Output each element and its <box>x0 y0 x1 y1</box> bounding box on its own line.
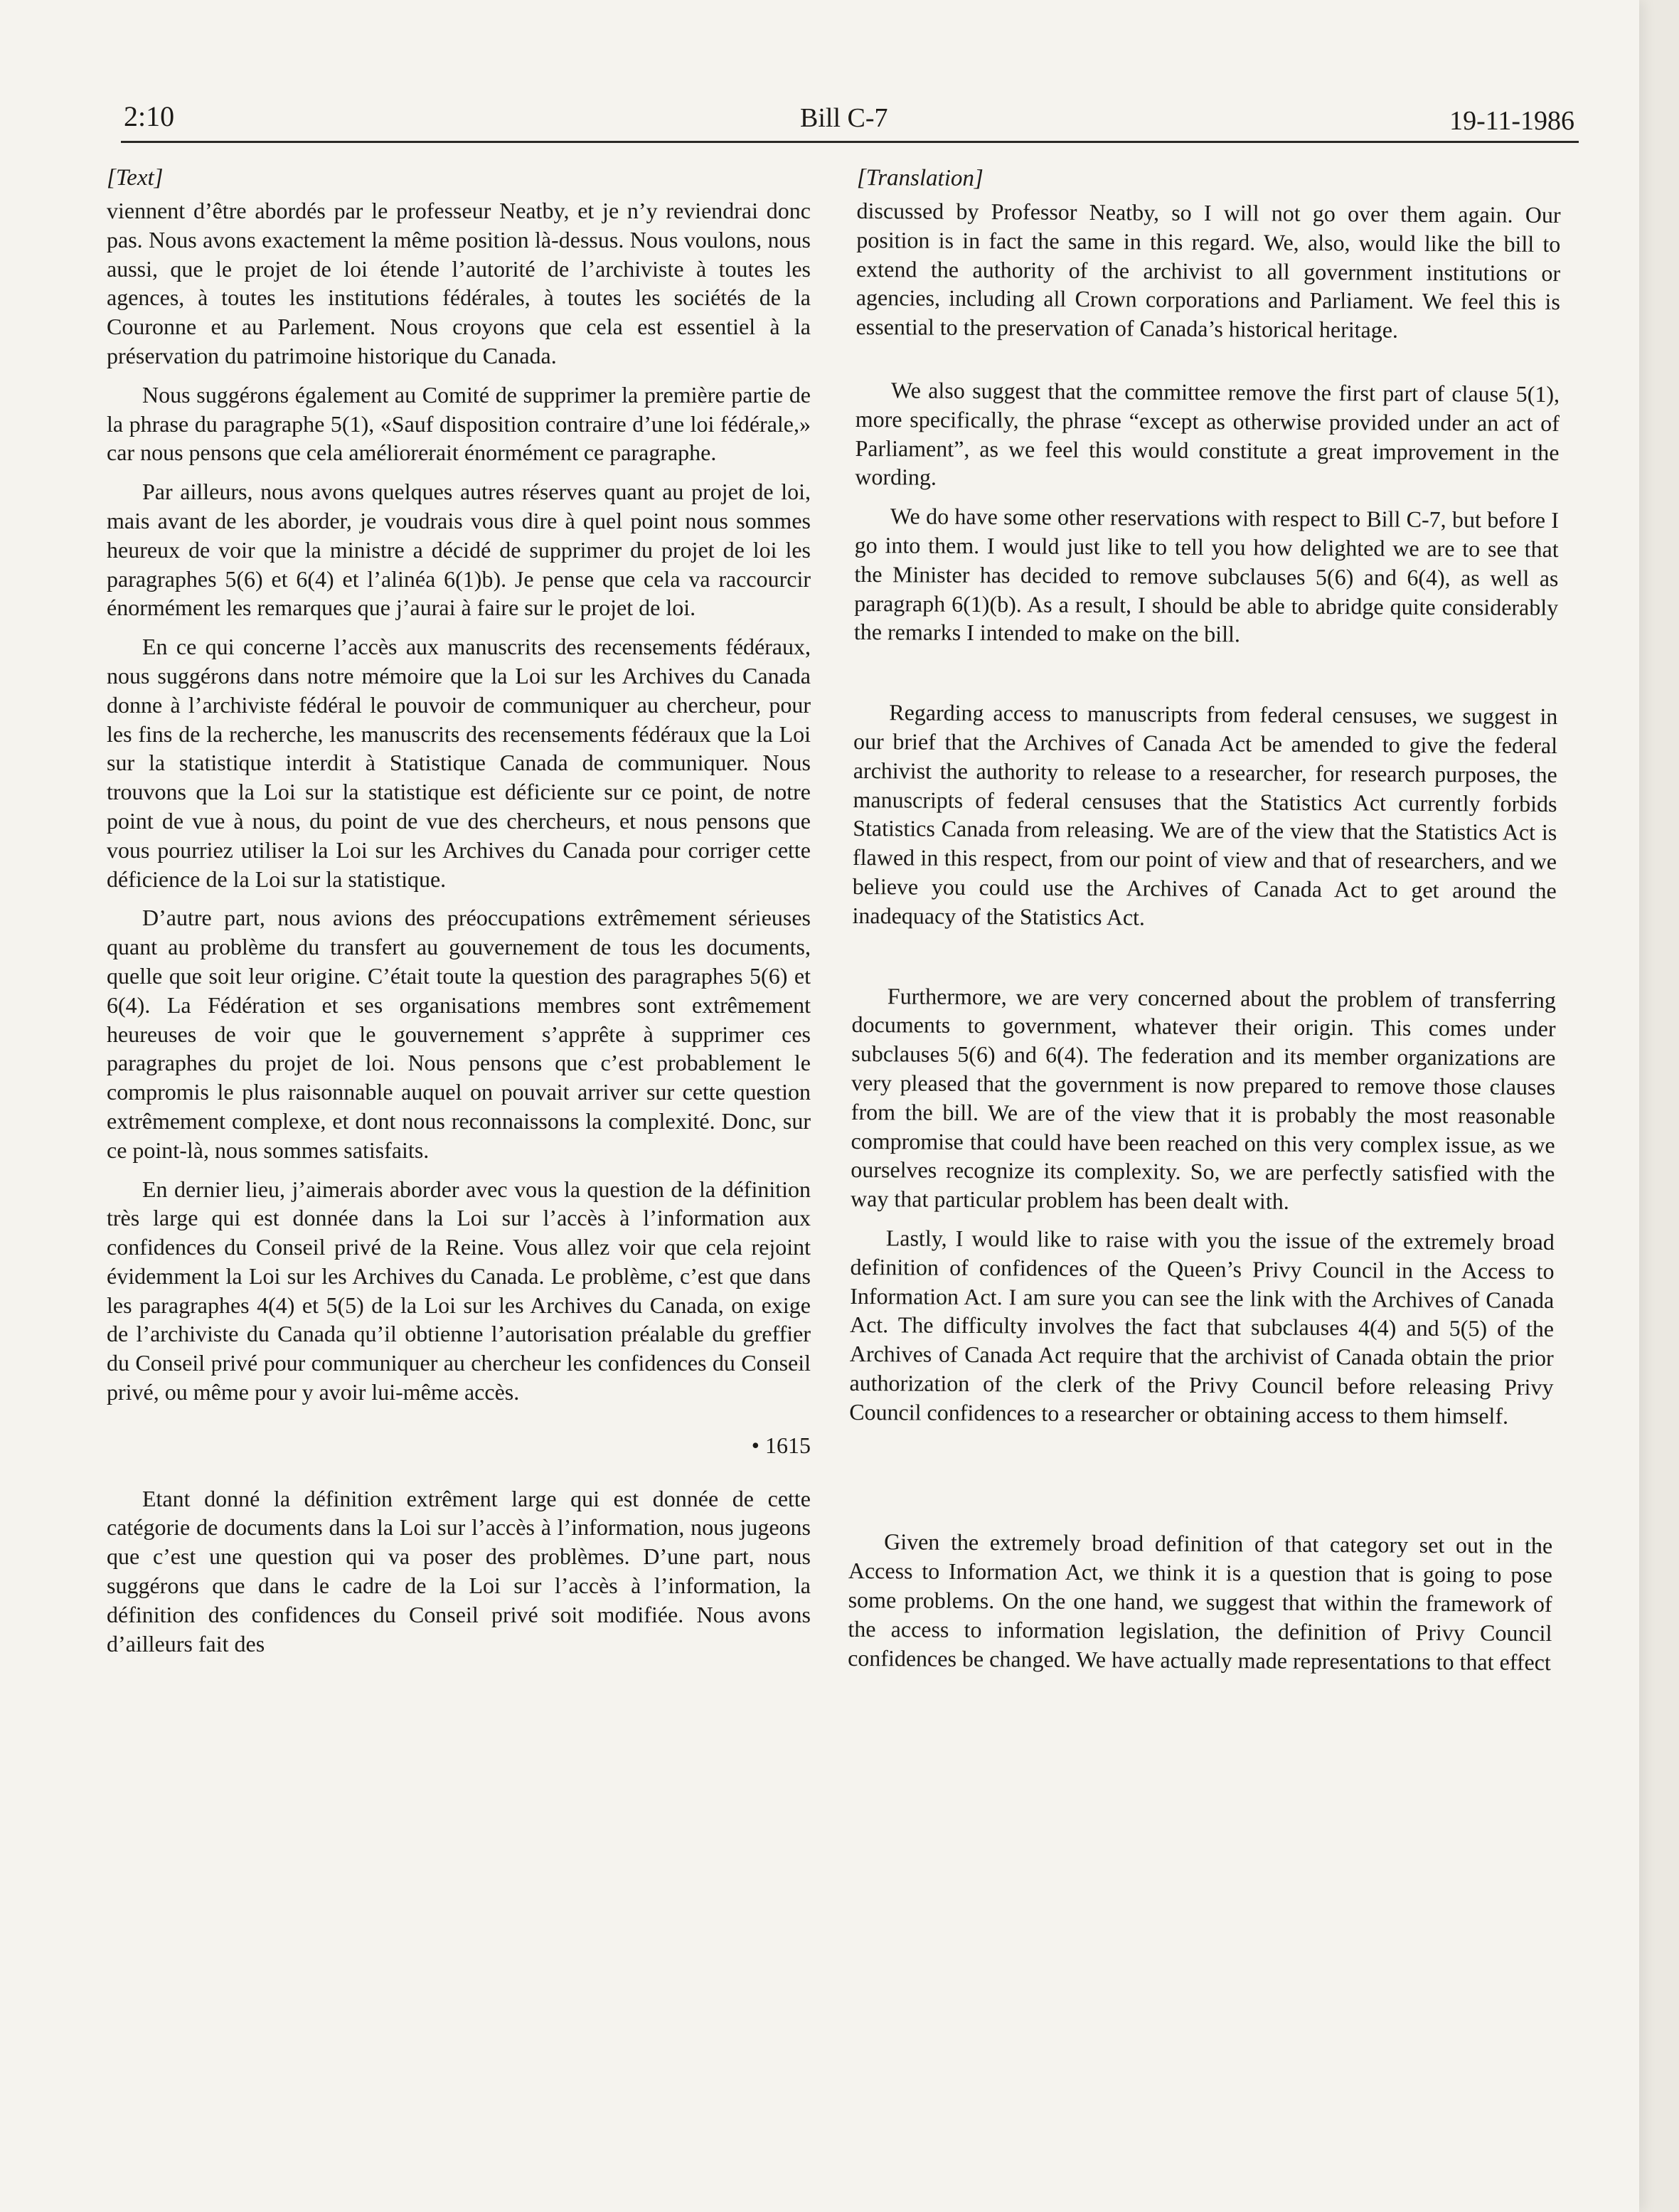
paragraph: We also suggest that the committee remove the first part of clause 5(1), more specifically, the phrase “except as otherwise provided under an act of Parliament”, as we feel this would constitute a great improvement in the wording. <box>855 377 1560 491</box>
paragraph: discussed by Professor Neatby, so I will not go over them again. Our position is in fact the same in this regard. We, also, would like the bill to extend the authority of the archivist to all government institutions or agencies, including all Crown corporations and Parliament. We feel this is essential to the preservation of Canada’s historical heritage. <box>856 197 1561 343</box>
paragraph: Nous suggérons également au Comité de supprimer la première partie de la phrase du paragraphe 5(1), «Sauf disposition contraire d’une loi fédérale,» car nous pensons que cela améliorerait énormément ce paragraphe. <box>107 381 811 466</box>
bill-title: Bill C-7 <box>800 103 888 133</box>
paragraph: D’autre part, nous avions des préoccupations extrêmement sérieuses quant au problème du transfert au gouvernement de tous les documents, quelle que soit leur origine. C’était toute la question des paragraphes 5(6) et 6(4). La Fédération et ses organisations membres sont extrêmement heureuses de voir que le gouvernement s’apprête à supprimer ces paragraphes du projet de loi. Nous pensons que c’est probablement le compromis le plus raisonnable auquel on pouvait arriver sur cette question extrêmement complexe, et dont nous reconnaissons la complexité. Donc, sur ce point-là, nous sommes satisfaits. <box>107 905 811 1163</box>
paragraph: Furthermore, we are very concerned about the problem of transferring documents to government, whatever their origin. This comes under subclauses 5(6) and 6(4). The federation and its member organizations are very pleased that the government is now prepared to remove those clauses from the bill. We are of the view that it is probably the most reasonable compromise that could have been reached on this very complex issue, as we ourselves recognize its complexity. So, we are perfectly satisfied with the way that particular problem has been dealt with. <box>851 982 1556 1214</box>
paragraph: En ce qui concerne l’accès aux manuscrits des recensements fédéraux, nous suggérons dans notre mémoire que la Loi sur les Archives du Canada donne à l’archiviste fédéral le pouvoir de communiquer au chercheur, pour les fins de la recherche, les manuscrits des recensements fédéraux que la Loi sur la statistique interdit à Statistique Canada de communiquer. Nous trouvons que la Loi sur la statistique est déficiente sur ce point, de notre point de vue à nous, du point de vue des chercheurs, et nous pensons que vous pourriez utiliser la Loi sur les Archives du Canada pour corriger cette déficience de la Loi sur la statistique. <box>107 634 811 892</box>
paragraph: viennent d’être abordés par le professeur Neatby, et je n’y reviendrai donc pas. Nous avons exactement la même position là-dessus. Nous voulons, nous aussi, que le projet de loi étende l’autorité de l’archiviste à toutes les agences, à toutes les institutions fédérales, à toutes les sociétés de la Couronne et au Parlement. Nous croyons que cela est essentiel à la préservation du patrimoine historique du Canada. <box>107 198 811 368</box>
english-column <box>848 164 1561 1686</box>
translation-label: [Translation] <box>856 164 984 192</box>
paragraph: Regarding access to manuscripts from federal censuses, we suggest in our brief that the Archives of Canada Act be amended to give the federal archivist the authority to release to a researcher, for research purposes, the manuscripts of federal censuses that the Statistics Act currently forbids Statistics Canada from releasing. We are of the view that the Statistics Act is flawed in this respect, from our point of view and that of researchers, and we believe you could use the Archives of Canada Act to get around the inadequacy of the Statistics Act. <box>852 699 1558 930</box>
page-header <box>121 98 1579 143</box>
text-label: [Text] <box>107 165 164 191</box>
paragraph: Par ailleurs, nous avons quelques autres réserves quant au projet de loi, mais avant de les aborder, je voudrais vous dire à quel point nous sommes heureux de voir que la ministre a décidé de supprimer du projet de loi les paragraphes 5(6) et 6(4) et l’alinéa 6(1)b). Je pense que cela va raccourcir énormément les remarques que j’aurai à faire sur le projet de loi. <box>107 479 811 621</box>
paragraph: Given the extremely broad definition of that category set out in the Access to Information Act, we think it is a question that is going to pose some problems. On the one hand, we suggest that within the framework of the access to information legislation, the definition of Privy Council confidences be changed. We have actually made representations to that effect <box>848 1528 1553 1675</box>
french-column <box>107 164 811 1668</box>
paragraph: We do have some other reservations with respect to Bill C-7, but before I go into them. I would just like to tell you how delighted we are to see that the Minister has decided to remove subclauses 5(6) and 6(4), as well as paragraph 6(1)(b). As a result, I should be able to abridge quite considerably the remarks I intended to make on the bill. <box>853 503 1560 647</box>
time-marker: • 1615 <box>751 1432 811 1458</box>
paragraph: En dernier lieu, j’aimerais aborder avec vous la question de la définition très large qui est donnée dans la Loi sur l’accès à l’information aux confidences du Conseil privé de la Reine. Vous allez voir que cela rejoint évidemment la Loi sur les Archives du Canada. Le problème, c’est que dans les paragraphes 4(4) et 5(5) de la Loi sur les Archives du Canada, on exige de l’archiviste du Canada qu’il obtienne l’autorisation préalable du greffier du Conseil privé pour communiquer au chercheur les confidences du Conseil privé, ou même pour y avoir lui-même accès. <box>107 1176 811 1405</box>
paragraph: Etant donné la définition extrêment large qui est donnée de cette catégorie de documents dans la Loi sur l’accès à l’information, nous jugeons que c’est une question qui va poser des problèmes. D’une part, nous suggérons que dans le cadre de la Loi sur l’accès à l’information, la définition des confidences du Conseil privé soit modifiée. Nous avons d’ailleurs fait des <box>107 1485 811 1657</box>
sitting-date: 19-11-1986 <box>1449 106 1574 136</box>
paragraph: Lastly, I would like to raise with you the issue of the extremely broad definition of confidences of the Queen’s Privy Council in the Access to Information Act. I am sure you can see the link with the Archives of Canada Act. The difficulty involves the fact that subclauses 4(4) and 5(5) of the Archives of Canada Act require that the archivist of Canada obtain the prior authorization of the clerk of the Privy Council before releasing Privy Council confidences to a researcher or obtaining access to them himself. <box>849 1225 1555 1429</box>
page-number: 2:10 <box>124 100 175 132</box>
